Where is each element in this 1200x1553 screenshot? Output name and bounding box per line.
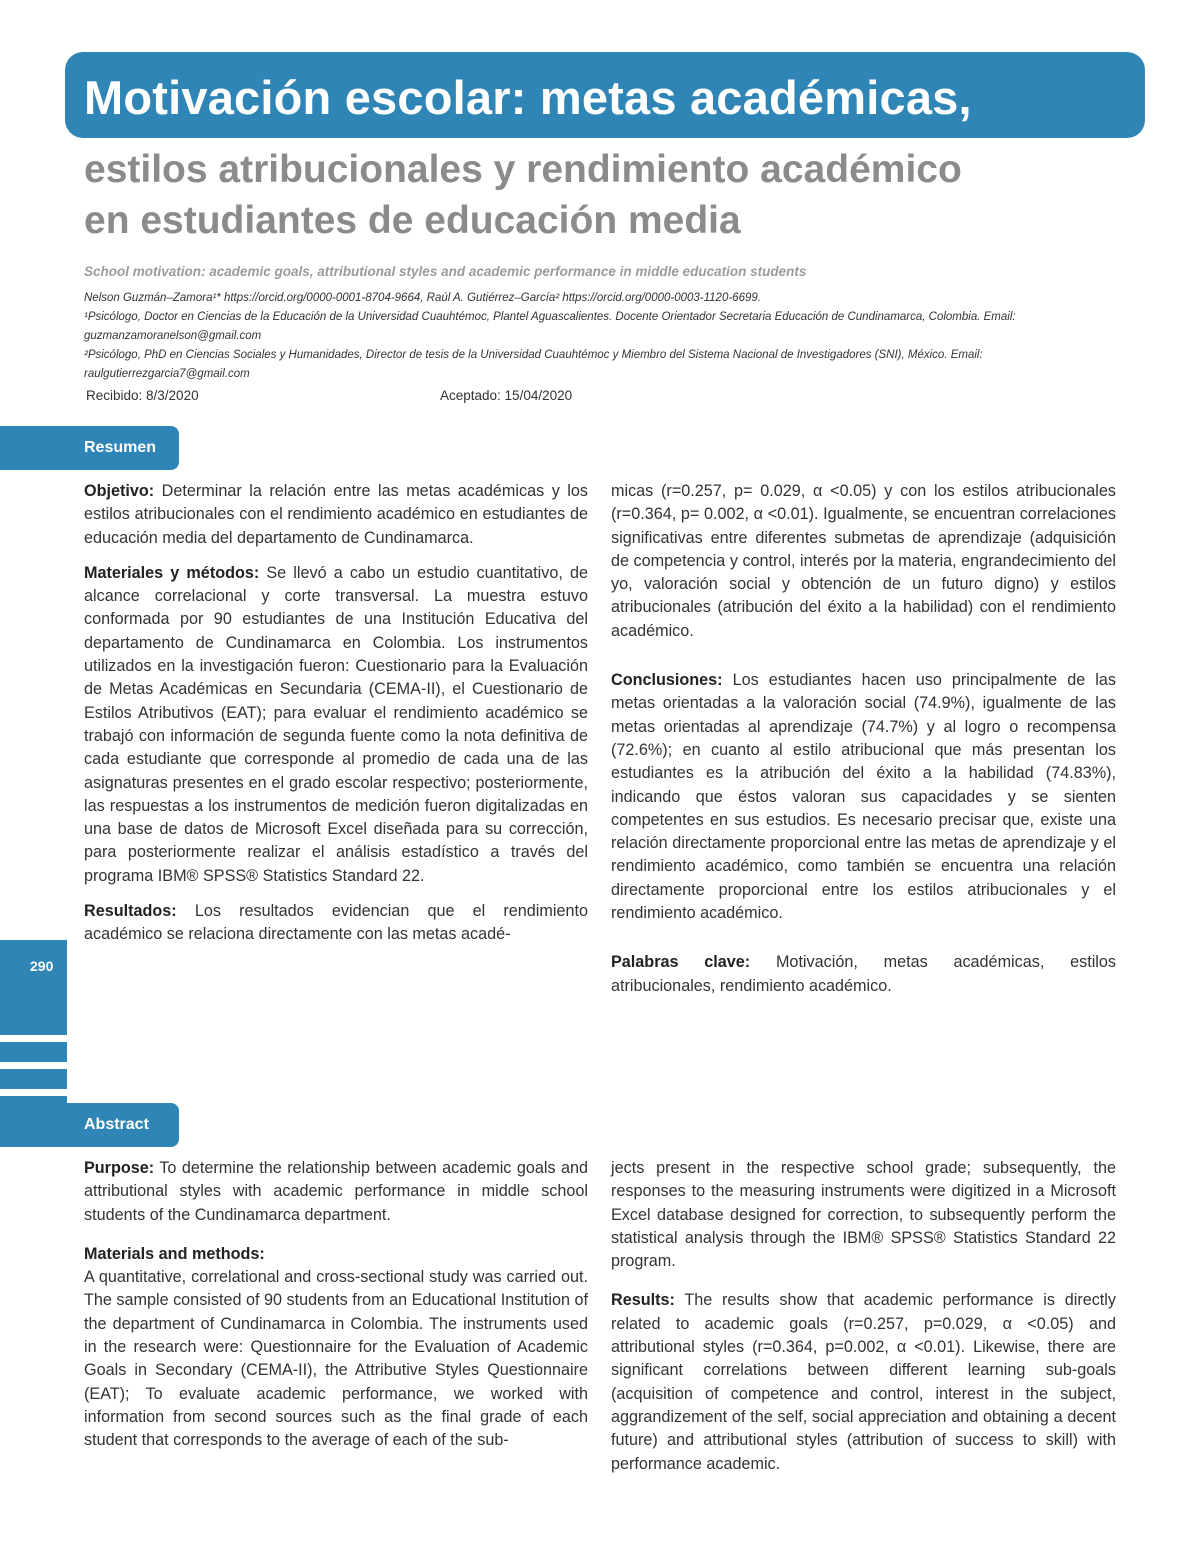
results-label: Results: — [611, 1291, 675, 1310]
resultados-text-a: Los resultados evidencian que el rendimiento académico se relaciona directamente con las metas acadé- — [84, 902, 588, 944]
article-subtitle — [84, 144, 1154, 246]
objetivo-label: Objetivo: — [84, 482, 155, 500]
purpose-label: Purpose: — [84, 1159, 155, 1177]
abstract-left-column — [84, 1157, 588, 1453]
palabras-clave-label: Palabras clave: — [611, 953, 751, 972]
affiliation-1: ¹Psicólogo, Doctor en Ciencias de la Educación de la Universidad Cuauhtémoc, Plantel Aguascalientes. Docente Orientador Secretaria Educación de Cundinamarca, Colombia. Email: guzmanzamoranelson@gmail.com — [84, 311, 1016, 342]
subtitle-line-2: en estudiantes de educación media — [84, 199, 741, 242]
purpose-text: To determine the relationship between academic goals and attributional styles with academic performance in middle school students of the Cundinamarca department. — [84, 1159, 588, 1224]
materiales-text: Se llevó a cabo un estudio cuantitativo, de alcance correlacional y corte transversal. La muestra estuvo conformada por 90 estudiantes de una Institución Educativa del departamento de Cundinamarca en Colombia. Los instrumentos utilizados en la investigación fueron: Cuestionario para la Evaluación de Metas Académicas en Secundaria (CEMA-II), el Cuestionario de Estilos Atributivos (EAT); para evaluar el rendimiento académico se trabajó con información de segunda fuente como la nota definitiva de cada estudiante que corresponde al promedio de cada una de las asignaturas presentes en el grado escolar respectivo; posteriormente, las respuestas a los instrumentos de medición fueron digitalizadas en una base de datos de Microsoft Excel diseñada para su corrección, para posteriormente realizar el análisis estadístico a través del programa IBM® SPSS® Statistics Standard 22. — [84, 563, 588, 885]
resultados-paragraph — [84, 900, 588, 947]
resultados-continued: micas (r=0.257, p= 0.029, α <0.05) y con los estilos atribucionales (r=0.364, p= 0.002, α <0.01). Igualmente, se encuentran correlaciones significativas entre diferentes submetas de aprendizaje (adquisición de competencia y control, interés por la materia, engrandecimiento del yo, valoración social y obtención de un futuro digno) y estilos atribucionales (atribución del éxito a la habilidad) con el rendimiento académico. — [611, 482, 1116, 640]
page-number-bar — [0, 940, 67, 1035]
author-line: Nelson Guzmán–Zamora¹* https://orcid.org/0000-0001-8704-9664, Raúl A. Gutiérrez–García² https://orcid.org/0000-0003-1120-6699. — [84, 292, 761, 304]
resumen-left-column — [84, 480, 588, 947]
page-number: 290 — [30, 958, 54, 974]
methods-text-a: A quantitative, correlational and cross-sectional study was carried out. The sample consisted of 90 students from an Educational Institution of the department of Cundinamarca in Colombia. The instruments used in the research were: Questionnaire for the Evaluation of Academic Goals in Secondary (CEMA-II), the Attributive Styles Questionnaire (EAT); To evaluate academic performance, we worked with information from second sources such as the final grade of each student that corresponds to the average of each of the sub- — [84, 1268, 588, 1450]
conclusiones-label: Conclusiones: — [611, 671, 723, 690]
conclusiones-text: Los estudiantes hacen uso principalmente de las metas orientadas a la valoración social (74.9%), igualmente de las metas orientadas al aprendizaje (74.7%) y al logro o recompensa (72.6%); en cuanto al estilo atribucional que más presentan los estudiantes es la atribución del éxito a la habilidad (74.83%), indicando que éstos valoran sus capacidades y se sienten competentes en sus estudios. Es necesario precisar que, existe una relación directamente proporcional entre las metas de aprendizaje y el rendimiento académico, como también se encuentra una relación directamente proporcional entre los estilos atribucionales y el rendimiento académico. — [611, 671, 1116, 923]
methods-heading-paragraph — [84, 1243, 588, 1266]
affiliation-2: ²Psicólogo, PhD en Ciencias Sociales y Humanidades, Director de tesis de la Universidad Cuauhtémoc y Miembro del Sistema Nacional de Investigadores (SNI), México. Email: raulgutierrezgarcia7@gmail.com — [84, 349, 983, 380]
side-stripe-2 — [0, 1069, 67, 1089]
objetivo-text: Determinar la relación entre las metas académicas y los estilos atribucionales con el rendimiento académico en estudiantes de educación media del departamento de Cundinamarca. — [84, 482, 588, 547]
objetivo-paragraph — [84, 480, 588, 550]
purpose-paragraph — [84, 1157, 588, 1227]
methods-label: Materials and methods: — [84, 1244, 265, 1263]
resultados-label: Resultados: — [84, 902, 177, 921]
accepted-date: Aceptado: 15/04/2020 — [440, 388, 573, 403]
conclusiones-paragraph — [611, 669, 1116, 925]
materiales-label: Materiales y métodos: — [84, 563, 260, 582]
english-title: School motivation: academic goals, attributional styles and academic performance in middle education students — [84, 264, 807, 279]
resumen-right-column — [611, 480, 1116, 1010]
abstract-heading: Abstract — [84, 1116, 149, 1133]
author-block — [84, 289, 1124, 384]
abstract-right-column — [611, 1157, 1116, 1488]
article-title: Motivación escolar: metas académicas, — [84, 71, 972, 124]
side-stripe-1 — [0, 1042, 67, 1062]
palabras-clave-text: Motivación, metas académicas, estilos atribucionales, rendimiento académico. — [611, 953, 1116, 995]
resumen-heading: Resumen — [84, 439, 157, 456]
materiales-paragraph — [84, 562, 588, 888]
palabras-clave-paragraph — [611, 951, 1116, 998]
results-text: The results show that academic performance is directly related to academic goals (r=0.257, p=0.029, α <0.05) and attributional styles (r=0.364, p=0.002, α <0.01). Likewise, there are significant correlations between different learning sub-goals (acquisition of competence and control, interest in the subject, aggrandizement of the self, social appreciation and obtaining a decent future) and attributional styles (attribution of success to skill) with performance academic. — [611, 1291, 1116, 1473]
subtitle-line-1: estilos atribucionales y rendimiento académico — [84, 148, 962, 191]
received-date: Recibido: 8/3/2020 — [86, 388, 199, 403]
methods-text-b: jects present in the respective school grade; subsequently, the responses to the measuring instruments were digitized in a Microsoft Excel database designed for correction, to subsequently perform the statistical analysis through the IBM® SPSS® Statistics Standard 22 program. — [611, 1159, 1116, 1271]
results-paragraph — [611, 1289, 1116, 1475]
